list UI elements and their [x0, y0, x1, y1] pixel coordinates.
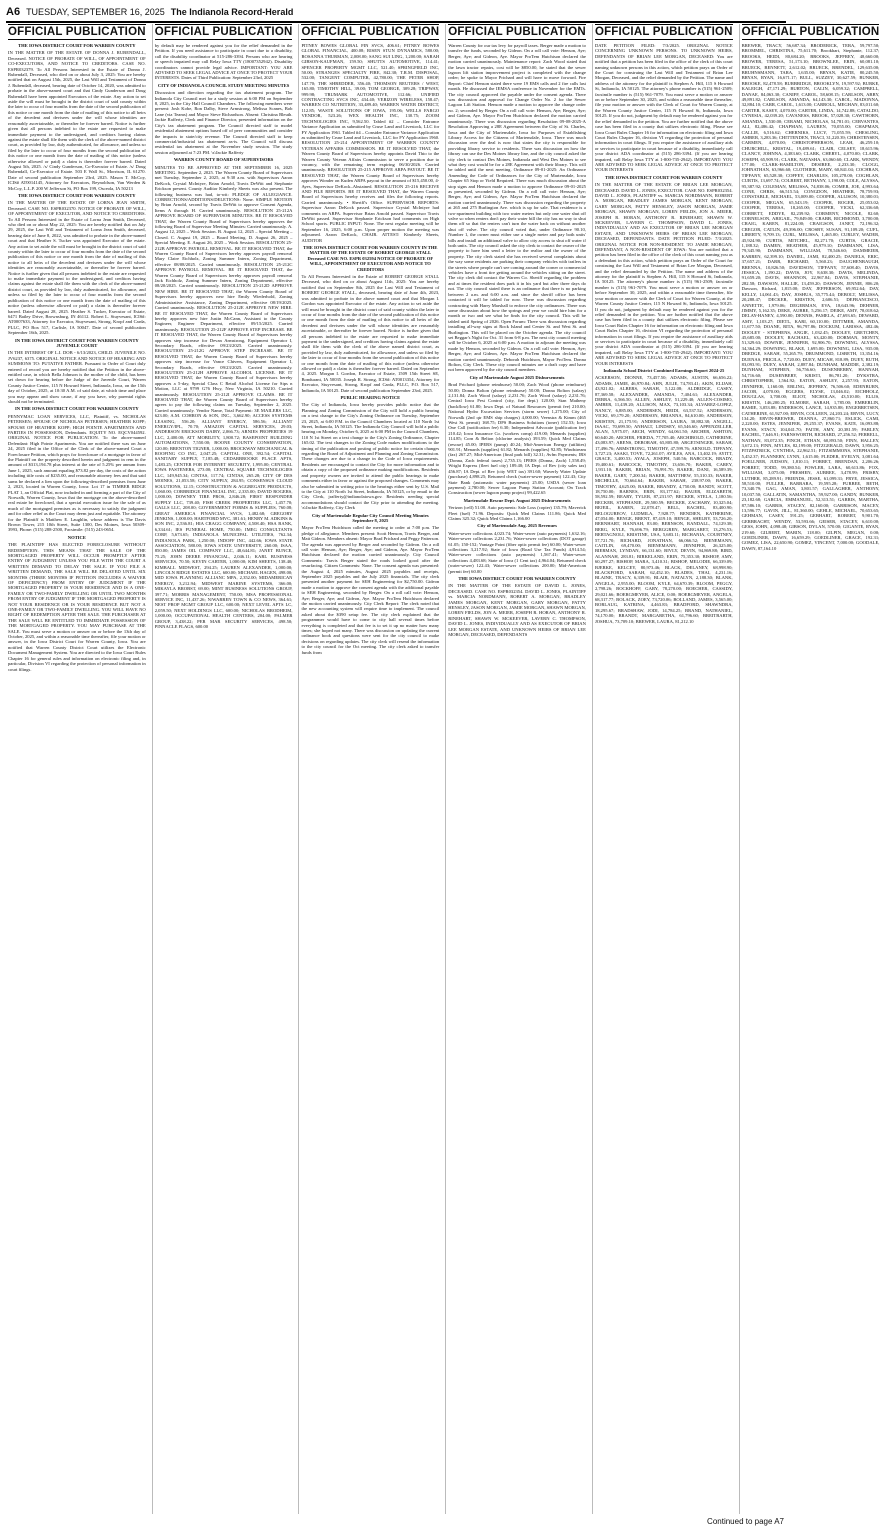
header-rule [6, 21, 786, 23]
notice-text: Brad Prichard (phone reimburse) 50.00; Zach Wood (phone reimburse) 50.00; Donna Bolton (phone reimburse) 50.00; Donna Bolton (salary) 2,131.84; Zach Wood (salary) 2,231.76; Zach Wood (salary) 2,231.76; Central Iowa Pest Control (city, fire dept.) 120.00; Stan Matheny (backflow) 61.80; Iowa Dept. of Natural Resources (permit fee) 210.00; National Hydro Excavation Services (storm sewer) 1,275.00; City of Norwalk (2nd qtr EMS ship charges) 4,000.00; Veenstra & Kimm (465 West St. permit) 168.75; DPS Business Solutions (toner) 152.53; Iowa One Call (notification fee) 6.30; Independent Advocate (publication fee) 210.42; Iowa Insurance Co. (workers comp) 419.00; Menards (supplies) 114.85; Corn & Belton (chlorine analysis) 393.59; Quick Med Claims (rescue) 45.00; IPERS (pump) 40.24; Mid-American Energy (utilities) 901.91; Menards (supplies) 61.82; Menards (supplies) 92.85; Windstream (fax) 267.27; Mid-American (final park bill) 32.31; Avfm Payments; IRS (Donna, Zach federal taxes) 2,735.13; IPERS (Donna, Zach) 1,558.49; Wright Express (fleet fuel city) 189.40; IA Dept. of Rev (city sales tax) 456.87; IA Dept. of Rev (city WET tax) 391.60; Waverly Water Update (purchase) 4,898.25; Returned check (water-sewer payment) 122.43; City State Bank (automatic water payments) 25.00; USDA (sewer loan payment) 2,780.00; Sewer Lagoon Pump Station Account; On Track Construction (sewer lagoon pump project) 99,422.65 [448, 382, 586, 496]
column-body [595, 43, 733, 624]
column-body [8, 43, 146, 672]
notice-title: PUBLIC HEARING NOTICE [340, 395, 401, 400]
notice-text: THE PLAINTIFF HAS ELECTED FORECLOSURE WITHOUT REDEMPTION. THIS MEANS THAT THE SALE OF THE MORTGAGED PROPERTY WILL OCCUR PROMPTLY AFTER ENTRY OF JUDGMENT UNLESS YOU FILE WITH THE COURT A WRITTEN DEMAND TO DELAY THE SALE. IF YOU FILE A WRITTEN DEMAND, THE SALE WILL BE DELAYED UNTIL SIX MONTHS (THREE MONTHS IF PETITION INCLUDES A WAIVER OF DEFICIENCY) FROM ENTRY OF JUDGMENT IF THE MORTGAGED PROPERTY IS YOUR RESIDENCE AND IS A ONE-FAMILY OR TWO-FAMILY DWELLING OR UNTIL TWO MONTHS FROM ENTRY OF JUDGMENT IF THE MORTGAGED PROPERTY IS NOT YOUR RESIDENCE OR IS YOUR RESIDENCE BUT NOT A ONE-FAMILY OR TWO-FAMILY DWELLING. YOU WILL HAVE NO RIGHT OF REDEMPTION AFTER THE SALE. THE PURCHASER AT THE SALE WILL BE ENTITLED TO IMMEDIATE POSSESSION OF THE MORTGAGED PROPERTY. YOU MAY PURCHASE AT THE SALE. You must serve a motion or answer on or before the 13th day of October, 2025, and within a reasonable time thereafter, file your motion or answer, in the Iowa District Court for Warren County, Iowa. You are notified that Warren County District Court utilizes the Electronic Document Management System. You are directed to the Iowa Court Rules Chapter 16 for general rules and information on electronic filing and, in particular, Division VI regarding the protection of personal information in court filings. [8, 542, 146, 672]
column-body [155, 43, 293, 629]
notice-text: To All Persons Interested in the Estate of ROBERT GEORGE STALL Deceased, who died on or about August 11th, 2025: You are hereby notified that on September 8th, 2025 the Last Will and Testament of ROBERT GEORGE STALL, deceased, bearing date of June 4th, 2023, was admitted to probate in the above named court and that Morgan I. Gordon was appointed Executor of the estate. Any action to set aside the will must be brought in the district court of said county within the later to occur of four months from the date of the second publication of this notice or one month from the date of mailing of this notice to all heirs of the decedent and devisees under the will whose identities are reasonably ascertainable, or thereafter be forever barred. Notice is further given that all persons indebted to the estate are requested to make immediate payment to the undersigned, and creditors having claims against the estate shall file them with the clerk of the above named district court, as provided by law, duly authenticated, for allowance, and unless so filed by the later to occur of four months from the second publication of this notice or one month from the date of mailing of this notice (unless otherwise allowed or paid) a claim is thereafter forever barred. Dated on September 4, 2025. Morgan I. Gordon, Executor of Estate, 1509 15th Street SE, Bondurant, IA 50035. Joseph R. Strong, ICIS#: AT0013354, Attorney for Executor, Stuyvesant, Strong, Kropf and Carda, PLLC, P.O. Box 517, Indianola, IA 50125. Date of second publication September 23rd, 2025. [301, 274, 440, 393]
paper-name: The Indianola Record-Herald [170, 7, 294, 17]
column-2 [152, 24, 295, 1514]
notice-title: CITY OF INDIANOLA COUNCIL STUDY MEETING MINUTES [157, 82, 290, 88]
notice-text: DATE PETITION FILED: 7/3/2025. ORIGINAL NOTICE CONCERNING UNKNOWN PERSONS. TO UNKNOWN HEIRS, DEFENDANTS OF BRIAN LEE MORGAN, DECEASED: You are notified that a petition has been filed in the office of the clerk of this court naming unknown persons in this action, which petition prays an Order of the Court for construing the Last Will and Testament of Brian Lee Morgan, Deceased, and the relief demanded by the Petition. The name and address of the attorney for the plaintiff is Stephen A. Hill, 115 S Howard St, Indianola, IA 50125. The attorney's phone number is (515) 961-2509; facsimile number is (515) 961-7079. You must serve a motion or answer on or before September 30, 2025, and within a reasonable time thereafter, file your motion or answer with the Clerk of Court for Warren County, at the Warren County Justice Center, 115 N Howard St, Indianola, Iowa 50125. If you do not, judgment by default may be rendered against you for the relief demanded in the petition. You are further notified that the above case has been filed in a county that utilizes electronic filing. Please see Iowa Court Rules Chapter 16 for information on electronic filing and Iowa Court Rules Chapter 16, division VI regarding the protection of personal information in court filings. If you require the assistance of auxiliary aids or services to participate in court because of a disability, immediately call your district ADA coordinator at (515) 286-3394. (If you are hearing impaired, call Relay Iowa TTY at 1-800-735-2942). IMPORTANT: YOU ARE ADVISED TO SEEK LEGAL ADVICE AT ONCE TO PROTECT YOUR INTERESTS [594, 43, 733, 173]
notice-title: THE IOWA DISTRICT COURT FOR WARREN COUNTY [605, 174, 723, 180]
notice-text: IN THE MATTER OF THE ESTATE OF LORNA JEAN SMITH, Deceased. CASE NO. ESPR032370. NOTICE OF PROBATE OF WILL, OF APPOINTMENT OF EXECUTOR, AND NOTICE TO CREDITORS. To All Persons Interested in the Estate of Lorna Jean Smith, Deceased, who died on or about May 22, 2025: You are hereby notified that on July 29, 2025, the Last Will and Testament of Lorna Jean Smith, deceased, bearing date of June 8, 2022, was admitted to probate in the above-named court and that Heather S. Tucker was appointed Executor of the estate. Any action to set aside the will must be brought in the district court of said county within the later to occur of four months from the date of the second publication of this notice or one month from the date of mailing of this notice to all heirs of the decedent and devisees under the will whose identities are reasonably ascertainable, or thereafter be forever barred. Notice is further given that all persons indebted to the estate are requested to make immediate payment to the undersigned, and creditors having claims against the estate shall file them with the clerk of the above-named district court, as provided by law, duly authenticated, for allowance, and unless so filed by the later to occur of four months from the second publication of this notice or one month from the date of mailing of this notice (unless otherwise allowed or paid) a claim is thereafter forever barred. Dated August 28, 2025. Heather S. Tucker, Executor of Estate, 6471 Bailey Drive, Brownsburg, IN 46112. Robert L. Stuyvesant, ICIS#: AT0007633, Attorney for Executor, Stuyvesant, Strong, Kropf and Carda, PLLC, PO Box 517, Carlisle, IA 50047. Date of second publication September 16th, 2025. [8, 200, 146, 336]
column-body [742, 43, 880, 551]
notice-title: THE IOWA DISTRICT COURT FOR WARREN COUNTY [458, 576, 576, 581]
page-header [0, 0, 792, 21]
column-4 [445, 24, 588, 1514]
column-5 [592, 24, 735, 1514]
notice-text: IN THE MATTER OF THE ESTATE OF DAVID L. JONES, DECEASED. CASE NO. ESPR032354. DAVID L. JONES, PLAINTIFF vs. MARCIA NORDMANN, ROBERT A. MORGAN, BRADLEY JAMES MORGAN, KENT MORGAN, GARY MORGAN, PATTY HENSLEY, JASON MORGAN, JAMIE MORGAN, SHAWN MORGAN, LOREN FIELDS, JON A. MEIER, JOSEPH R. HORAN, ANTHONY R. RINEHART, SHAWN W. MCKEEVER, LAVERN C. THOMPSON, DAVID L. JONES, INDIVIDUALLY AND AS EXECUTOR OF BRIAN LEE MORGAN ESTATE, AND UNKNOWN HEIRS OF BRIAN LEE MORGAN, DECEASED, DEFENDANTS [448, 583, 586, 638]
notice-text: IN THE MATTER OF THE ESTATE OF BRIAN LEE MORGAN, DECEASED. DAVID L. JONES, EXECUTOR. CASE NO. ESPR032354. DAVID L. JONES, PLAINTIFF vs. MARCIA NORDMANN, ROBERT A. MORGAN, BRADLEY JAMES MORGAN, KENT MORGAN, GARY MORGAN, PATTY HENSLEY, JASON MORGAN, JAMIE MORGAN, SHAWN MORGAN, LOREN FIELDS, JON A. MEIER, JOSEPH R. HORAN, ANTHONY R. RINEHART, SHAWN W. MCKEEVER, LAVERN C. THOMPSON, DAVID L. JONES, INDIVIDUALLY AND AS EXECUTOR OF BRIAN LEE MORGAN ESTATE, AND UNKNOWN HEIRS OF BRIAN LEE MORGAN, DECEASED, DEFENDANTS. DATE PETITION FILED: 7/3/2025. ORIGINAL NOTICE FOR NON-RESIDENT. TO JAMIE MORGAN, DEFENDANT, A NON-RESIDENT OF IOWA: You are notified that a petition has been filed in the office of the clerk of this court naming you as a defendant in this action, which petition prays an Order of the Court for construing the Last Will and Testament of Brian Lee Morgan, Deceased, and the relief demanded by the Petition. The name and address of the attorney for the plaintiff is Stephen A. Hill, 115 S Howard St, Indianola, IA 50125. The attorney's phone number is (515) 961-2509; facsimile number is (515) 961-7079. You must serve a motion or answer on or before September 30, 2025, and within a reasonable time thereafter, file your motion or answer with the Clerk of Court for Warren County, at the Warren County Justice Center, 115 N Howard St, Indianola, Iowa 50125. If you do not, judgment by default may be rendered against you for the relief demanded in the petition. You are further notified that the above case has been filed in a county that utilizes electronic filing. Please see Iowa Court Rules Chapter 16 for information on electronic filing and Iowa Court Rules Chapter 16, division VI regarding the protection of personal information in court filings. If you require the assistance of auxiliary aids or services to participate in court because of a disability, immediately call your district ADA coordinator at (515) 286-3394. (If you are hearing impaired, call Relay Iowa TTY at 1-800-735-2942). IMPORTANT: YOU ARE ADVISED TO SEEK LEGAL ADVICE AT ONCE TO PROTECT YOUR INTERESTS [594, 182, 733, 366]
column-3 [298, 24, 441, 1514]
notice-text: Mayor ProTem Hutchison called the meeting to order at 7:00 p.m. The pledge of allegiance. Members present: Scott Henson, Travis Berger, and Matt Gideon. Members absent: Mayor Brad Prichard and Peggy Patterson. The agenda was approved by Berger and seconded by Gideon. On a roll call vote: Henson, Aye; Berger, Aye; and Gideon, Aye. Mayor ProTem Hutchison declared the motion carried unanimously. City Council Comments: Travis Berger stated the roads looked good after the resurfacing. Citizen Comments: None. The consent agenda was presented: the August 4, 2025 minutes, August 2025 payables and receipts, September 2025 payables and the July 2025 financials. The city clerk presented another payment for SEH Engineering for $2,750.00. Gideon made a motion to approve the consent agenda with the additional payable to SEH Engineering, seconded by Berger. On a roll call vote: Henson, Aye; Berger, Aye; and Gideon, Aye. Mayor ProTem Hutchison declared the motion carried unanimously. City Clerk Report: The clerk noted that the new accounting system will require time to implement. The council asked about the $390 setup fee. The city clerk explained that the programmer would have to come to city hall several times before everything is completed and that fee is to set it up no matter how many times; she hoped not many. There was discussion on updating the current ordinance book and questions were sent for the city council to make decisions on regarding updates. The city clerk will resend the information to the city council for the Oct meeting. The city clerk asked to transfer funds from [301, 525, 440, 655]
notice-title: City of Martensdale Regular City Council Meeting Minutes September 8, 2025 [312, 512, 429, 523]
notice-text: PITNEY BOWES GLOBAL FIN SVCS, 406.61; PITNEY BOWES GLOBAL FINANCIAL, 400.08; RISEN STUN DYNAMICS, 580.00; ROSANNA THURMAN, 2,008.00; SANG SUI LING, 1,200.00; SARAH GIBSON-KAUFMAN, 159.50; SHUTTS AUTOMOTIVE, 114.41; SPENCER PROPERTY MGMT LLC, 521.40; SPRINGFIELD INC, 50.00; STRANGES SPECIALTY FIRE, 842.30; T.R.M. DISPOSAL, 532.00; TANGENT COMPUTER, 42,780.00; THE PETER SHOP, 147.70; THE SHREDDER, 356.40; THOMSON REUTERS / WEST, 165.80; TIMOTHY HILL, 39.00; TOM GEORGE, 309.28; TRIPWAY, 999.98; TRUMARK AUTOMOTIVE, 112.66; UNIFIED CONTRACTING SVCS INC, 434.40; VERIZON WIRELESS, 158.47; WARREN CO NUTRITION, 33,489.40; WARREN WATER DISTRICT, 112.85; WASTE SOLUTIONS OF IOWA, 195.06; WELLS FARGO VENDOR, 523.26; WEX HEALTH INC, 130.75; ZOOM TECHNOLOGIES INC, 9,562.50. Tabled #2 – Consider Entrance Variance Application as submitted by Cruse Land and Livestock, LLC for FY Application 1961. Tabled #4 – Consider Entrance Variance Application as submitted by Cruse Land and Livestock, LLC for FY Application 1960. RESOLUTION 25-214 APPOINTMENT OF WARREN COUNTY VETERAN AFFAIRS COMMISSION. BE IT RESOLVED THAT, the Warren County Board of Supervisors hereby appoints David Thio to the Warren County Veteran Affairs Commission to serve a position due to vacancy, with the remaining term expiring 06/30/2026. Carried unanimously. RESOLUTION 25-215 APPROVE ARPA PAYOUT. BE IT RESOLVED THAT, the Warren County Board of Supervisors hereby approves Wonder on Kuden ARPA payout in the amount of $15,450.00, 4-Ayes, Supervisor DeKock–Abstained. RESOLUTION 25-216 RECEIVE AND FILE REPORTS. BE IT RESOLVED THAT, the Warren County Board of Supervisors hereby receives and files the following reports. Carried unanimously. • Sheriff's Office. SUPERVISOR REPORTS: Supervisor Aaron DeKock passed. Supervisor Crystal McIntyre had comments on ARPA. Supervisor Brian Arnold passed. Supervisor Travis DeWitt passed. Supervisor Stephanie Erickson had comments on High School sports. PUBLIC INPUT: None. The next regular meeting will be September 16, 2025, 6:00 p.m. Upon proper motion the meeting was adjourned. Aaron DeKock, CHAIR. ATTEST: Kimberly Sheets, AUDITOR [301, 43, 440, 243]
column-1 [6, 24, 148, 1514]
notice-title: THE IOWA DISTRICT COURT FOR WARREN COUNTY IN THE MATTER OF THE ESTATE OF ROBERT GEORGE STALL Deceased CASE NO. ESPR 032594 NOTICE OF PROBATE OF WILL, APPOINTMENT OF EXECUTOR AND NOTICE TO CREDITORS [303, 245, 438, 272]
notice-text: Verizon (cell) 51.00. Auto payments: Sale Loss (copier) 135.79; Maverick Fleet (fuel) 71.96. Deposits: Quick Med Claims 111.86; Quick Med Claims 325.32; Quick Med Claims 1,166.00 [448, 505, 586, 521]
notice-text: The City of Indianola, Iowa hereby provides public notice that the Planning and Zoning Commission of the City will hold a public hearing on a text change to the City's Zoning Ordinance on Tuesday, September 23, 2025, at 6:00 P.M. in the Council Chambers located at 110 North 1st Street, Indianola, IA 50125. The Indianola City Council will hold a public hearing on Monday, October 6, 2025 at 6:00 PM in the Council Chambers, 110 N 1st Street on a text change to the City's Zoning Ordinance, Chapter 165.02. The text changes to the Zoning Code makes modifications to the timing of the publication and posting of public notice for certain changes regarding the Board of Adjustment and Planning and Zoning Commission. These changes are due to a change in the Code of Iowa requirements. Residents are encouraged to contact the City for more information and to obtain a copy of the proposed ordinance making modifications. Residents and property owners are invited to attend the public hearings to make comments either in favor or against the proposed changes. Comments may also be submitted in writing prior to the hearings either sent by U.S. Mail to the City at 110 North 1st Street, Indianola, IA 50125, or by email to the City Clerk, jrafferty@indianolaiowa.gov. Residents needing special accommodations should contact the City prior to attending the meeting. \s\Jackie Rafferty, City Clerk [301, 402, 440, 511]
section-banner: OFFICIAL PUBLICATION [8, 26, 146, 38]
notice-text: Warren County for our tax levy for payroll taxes. Berger made a motion to transfer the funds, seconded by Gideon. On a roll call vote: Henson, Aye; Berger, Aye; and Gideon, Aye. Mayor ProTem Hutchison declared the motion carried unanimously. Maintenance report: Zach Wood stated that the lawn tractor repairs, cost will be $850.00, he stated that the sewer lagoon lift station improvement project is completed with the change order; he spoke to Mayor Prichard and will have to move forward. Fire Report: Chief Henson stated there were 19 EMS calls and 2 fire calls last month. He discussed the IEMSA conference in November for the EMTs. The city council approved the payable under the consent agenda. There was discussion and approval for Change Order No. 2 for the Sewer Lagoon Lift Station. Henson made a motion to approve the change order no. 2; seconded by Berger. On a roll call vote: Henson, Aye; Berger, Aye; and Gideon, Aye. Mayor ProTem Hutchison declared the motion carried unanimously. There was discussion regarding Resolution 09-08-2025-A Resolution Approving a 28E Agreement between the City of St. Charles, Iowa and the City of Martensdale, Iowa for Purposes of Establishing Library Access for the Citizens of Martensdale, Iowa. There was much discussion over the deal is now that states the city is responsible for providing library service to residents. There was discussion on how the library can use the Des Moines library line, and the city council asked the city clerk to contact Des Moines, Indianola and West Des Moines to see what they cost would be for a 28E Agreement with their library. This will be tabled until the next meeting. Ordinance 09-01-2025: An Ordinance Amending the Code of Ordinances for the City of Martensdale, Iowa Chapter 65 Stop or Yield Required. There was much discussion about the stop signs and Henson made a motion to approve Ordinance 09-01-2025 as presented, seconded by Gideon. On a roll call vote: Henson, Aye; Berger, Aye; and Gideon, Aye. Mayor ProTem Hutchison declared the motion carried unanimously. There was discussion regarding the property at 265 and 275 Burlington Ave. which is up for sale. That residence is a two-apartment building with two water meters but only one water shut off valve so when renters don't pay their water bill the city has no way to shut them off so that the renters can't turn the water back on without another shut off valve. The city council voted that, under Ordinance 90.10, Number 1, the owner must either use a single meter and pay both units' bills and install an additional valve to allow city access to shut off water if both units. The city council asked the city clerk to contact the owner of the property to have him send a letter to the realtor and the owner of the property. The city clerk stated she has received several complaints about the way some residents are parking their company vehicles with trailers in the streets where people can't see coming around the corner or commercial vehicles have a front tire getting around the vehicles sitting on the street. The city clerk did contact the Warren Co. Sheriff regarding the problem and at times the resident does park it in his yard but after three days do not. The city council stated there is an ordinance that there is no parking between 2 a.m. and 6:00 a.m. and since the sheriff office has been contacted it will be tabled for now. There was discussion regarding contracting with Harry Marshall to enforce the city ordinances. There was some discussion about how the springs and year we could hire him for a month or two and see what he finds for the city council. This will be tabled until Spring of 2026. Open Forum: There was discussion regarding installing all-way signs at Rock Island and Center St. and West St. and Burlington. This will be placed on the October agenda. The city council set Beggar's Night for Oct. 31 from 6-8 p.m. The next city council meeting will be October 6, 2025 at 6:00 p.m. A motion to adjourn the meeting was made by Henson, seconded by Gideon. On a roll call vote: Henson, Aye; Berger, Aye; and Gideon, Aye. Mayor ProTem Hutchison declared the motion carried unanimously. Deborah Hutchison, Mayor ProTem. Donna Bolton, City Clerk. These city council minutes are a draft copy and have not been approved by the city council members. [448, 43, 586, 373]
column-6 [739, 24, 881, 1514]
notice-title: THE IOWA DISTRICT COURT FOR WARREN COUNTY [18, 43, 136, 48]
page-number: A6 [6, 6, 21, 18]
notice-text: Water-sewer collections 4,023.74; Water-sewer (auto payments) 1,632.16; Water-sewer collections 2,231.76; Water-sewer collections (DOT garage) 61.05; 150-152; Vantage Point (fiber optic permit fee) 60.00; Water-sewer collections 3,217.92; State of Iowa (Road Use Tax Funds) 4,914.54; Water-sewer collections (auto payments) 1,567.41; Water-sewer collections 4,483.68; State of Iowa (1 Cent tax) 4,964.04; Returned check (water-sewer) 122.43; Water-sewer collections 200.00; Mid-American (permit fee) 60.00 [448, 530, 586, 574]
notice-title: WARREN COUNTY BOARD OF SUPERVISORS [173, 157, 274, 163]
notice-text: IN THE INTEREST OF L.I. DOB - 6/13/2023, CHILD. JUVENILE NO. JV6237, 6375. ORIGINAL NOTICE AND NOTICE OF HEARING AND SUMMONS TO: PUTATIVE FATHER. Pursuant to Order of Court duly entered of record you are hereby notified that the Petition in the above-entitled case, in which Bella Johnson is the mother of the child, has been set down for hearing before the Judge of the Juvenile Court, Warren County Justice Center, 115 N Howard Street, Indianola, Iowa, on the 15th day of October, 2025, at 10:30 A.M. of said date, at which time and place you may appear and show cause, if any you have, why parental rights should not be terminated. [8, 350, 146, 404]
notice-text: BREWER, TRACY, 56,687.34; BRODERICK, TERA, 59,797.50; BROMMEL, CHRISTINA, 75,611.70; Brookhart, Stephanie, 112.37; BROOKS, HEIDI, 80,684.20; BROOKS, JEFFREY, 48,660.00; BROWER, TERESA, 51,173.10; BROWNLEE, ERIN, 60,081.10; BRUECK, BENNETT, 2,612.02; BRUECK, BRENDEL, 129,635.00; BRUHNSMANN, TARA, 1,635.00; BRYAN, KATIE, 80,245.50; BRYAN, RYAN, 16,671.17; BULL, SUZZEY, 30,627.59; BUNKER, BROOKE, 82,478.58; BURBRIDGE, BROOKLYN, 19,597.92; BURKE, KALEIGH, 47,171.29; BURTON, CALIN, 6,059.32; CAMPBELL, DANAE, 84,063.30; CANIFF, CAROL, 58,608.15; CARLSON, ABBY, 49,891.82; CARLSON, AMANDA, 64,143.30; CAROL, MADONNA, 32,884.10; CARR, CAROL, 1,613.00; CARROLL, MEGHAN, 83,011.60; CARTER, KASEY, 4,070.00; CARTER, LINDA, 14,742.88; CATALDO, CYNESIA, 42,039.20; CAVANESS, BROOK, 57,028.30; CAWTHORN, AMANDA, 1,530.00; CERAMI, NICHOLAS, 54,781.01; CERVANTES, ALI, 82,486.42; CHAPMAN, LAUREN, 70,055.00; CHAPMAN, CALLIE, 6,516.62; CHERNIKS, LUCY, 71,055.59; CHESLING, AMBER, 3,283.36; CHITTENDEN, TRACI, 31,220.39; CHRISTENSEN, CARMEN, 4,070.00; CHRISTOPHERSON, LEAH, 46,259.10; CHURCHILL, KRISTAL, 19,489.61; CLAIR, CELSEY, 18,615.96; CLANCY, JOHNNA, 4,383.60; CLARK, CHERYL, 4,070.00; CLARK, JOSEPH, 65,909.91; CLARK, NATASHA, 63,060.60; CLARK, WENDY, 177.00; CLARK-HAMILTON, DESIREE, 2,233.30; CLOGG, JOHNATHAN, 63,966.60; CLOTHIER, MARY, 60,841.04; COCHRAN, TIFFANY, 65,528.30; COFFEY, CHARLES, 105,278.00; COGHLAN, CURTIS, 13,697.74; COLBERT, BETHANY, 1,190.00; COLE, ALYSSA, 95,387.92; COLEMAN, MELISSA, 74,838.06; COMER, JOE, 4,993.64; CONE, CHRIS, 66,515.54; CONGDON, HEATHER, 78,759.93; CONSTABLE, MICHAEL, 53,009.00; COOPER, ALLISON, 10,380.01; COOPER, MEGAN, 65,543.19; COOPER, ROGER, 25,053.02; COOPER, TERESA, 18,265.00; COOPER, VICKI, 62,336.60; CORBETT, EDDYE, 82,239.92; CORMENY, NICOLE, 82.60; CORNELSON, ABIGAIL, 79,849.00; CRABB, RICHMOND, 3,700.00; CRAIG, KAREN, 81,224.00; CRAIGSON, JANET, 72,196.32; CREGOR, CATLIN, 49,396.00; CROSBY, SUSAN, 91,109.20; CUFL, LIBERTY, 9,709.13; CURL, MELISSA, 1,465.00; CURLEY, WADER, 45,924.90; CURTIS, MITCHEL, 82,271.70; CURTIS, GRACIE, 1,188.32; DAMEN, HEATHER, 45,979.10; DAMMANN, LISA, 79,345.90; DAMMANN, WILLIAM, 78,546.60; DAMMEIER, KARREN, 62,399.10; DANIEL, JAMI, 82,400.25; DANIELS, ERIC, 37,657.21; DARR, RICHARD, 5,560.23; DAUGHENBAUGH, BRENNA, 10,826.50; DAVIDSON, TIFFANY, 57,608.40; DAVIS, JESSICA, 1,190.22; DAVIS, JOY, 8,638.30; DAVIS, MELINDA, 91,659.20; DAVIS, SHANNON, 22,967.84; DAVIS, STEPHANIE, 282.58; DAWSON, HALLIE, 13,459.20; DAWSON, JENNIE, 806.20; Dawson, Richard, 1,815.00; DAY, JEFFERSON, 69,952.64; DAY, KELLY, 14,061.43; DAY, JOSHUA, 35,775.44; DEBOLT, MELISSA, 20,288.47; DECKER, KRISTEN, 2,606.51; DEFRANCISCO, ANNETTE, 1,979.06; DEGERMAN, EVA, 18,643.96; DEHNER, JIMMY, 5,162.35; DEKE, AUBRE, 5,256.17; DEIKE, AMY, 78,018.62; DELAY-HANEY, 4,590.00; DENNIS, PAMELA, 47,693.65; DEWARD, AMY, 1,103.27; DIETL, KARI, 60,110.00; DITTMER, AMANDA, 11,677.50; DOANE, RITA, 96,797.86; DOCKUM, LARISSA, 482.46; DOOLEY - STEPHENS, ANGIE, 1,032.45; DOOLEY, GRETCHEN, 45,685.00; DOOLEY, RACHAEL, 63,420.00; DORMAN, MONTY, 51,329.63; DOWNIE, JENNIFER, 92,906.70; DOWNING, ALYSSA, 34,364.29; DOWNING, BLAKE, 1,695.00; DOWNING, LISA, 935.00; DREDGE, SARAH, 55,265.79; DRUMMOND, LISBETH, 13,354.16; DUENAS, PRICILA, 7,720.00; DUEY, MICAH, 818.89; DUEY, RUTH, 83,093.91; DUEY, SARAH, 2,887.84; DUNHAM, MADDIE, 2,382.19; DUNHAM, STEPHEN, 56,756.60; DUSENBERRY, HANNAH, 54,716.60; DUSENBERY, KRISTI, 86,781.20; DYKSTRA, CHRISTOPHER, 1,564.92; EATON, ASHLEY, 2,257.93; EATON, JENNIFER, 1,160.00; EBLING, JEFFREY, 76,506.60; EDENBURN, JACOB, 4,070.00; EGGERS, ELYSE, 13,046.02; EICHHOLZ, DOUGLAS, 3,700.00; ELIOT, NICHOLAS, 43,510.00; ELLIS, KRISTIN, 146,200.25; ELMORE, SARAH, 1,785.00; EMBERLIN, RAMIE, 3,053.88; ENDERSON, LANCE, 14,935.88; ENGEBRETSEN, CATHERINE, 61,927.00; ERVIN, COLLEEN, 24,203.24; ERVIN, LUCY, 134.20; ERVIN-BREWER, DIANNA, 27,860.71; ESLICK, CAMI, 2,220.00; ESTES, JENNIFER, 29,255.37; EVANS, KATE, 16,093.88; EVANS, STACY, 104,041.70; FAITH, AMY, 20,381.59; FARLEY, RACHEL, 7,646.91; FARNSWORTH, RICHARD, 27,256.52; FERRELL, NATHAN, 83,072.35; FINCH, ETHAN, 60,893.50; FINN, HALLEY, 3,672.13; FINN, MYLES, 82,199.00; FITZGERALD, DAWN, 3,956.25; FITZPATRICK, CYNTHIA, 22,962.51; FITZSIMMONS, STEPHANIE, 5,452.37; FLANNERY, LYNN, 1,615.00; FLEDER, EVELYN, 3,081.64; FOELLNER, JUDSON, 1,810.11; FORRET, BRENDAN, 2,206.26; FORRET, TODD, 99,380.54; FOWLER, LARA, 60,613.86; FOX, WILLIAM, 3,075.00; FRESHEN, AUBREE, 3,478.99; FRISBY, LUTHER, 85,289.91; FRIENDS, JESSE, 61,099.31; FRYE, JESSICA, 58,510.00; FULLER, BARBARA, 19,595.28; FURBEE, BETH, 73,340.79; GAG, AMAN, 3,801.57; GALLAGHER, ANTHONY, 10,037.50; GALLATIN, SAMANTHA, 59,927.00; GANDY, BUNKER, 23,182.68; GARCIA, EMMANUEL, 52,313.51; GARRIS, MARTHA, 87,586.10; GARRIS, STACEY, 82,160.00; GARRISON, MACEY, 13,596.77; GAVIN, JILL, 81,360.00; GEHLE, MICHAEL, 70,653.65; GEHMAN, CASEY, 591.25; GEBHART, ROBERT, 9,901.70; GERBRACHT, WENDY, 53,593.66; GEISER, STACEY, 6,610.00; GESS, JOHN, 4,098.48; GIBSON, DYLAN, 570.00; GIGANTE, RYAN, 219.60; GILBERT, MARIN, 118.00; GILPIN, MEGAN, 0.00; GOEDLINER, DAWN, 16,659.29; GOEDLINER, GRACE, 192.31; GOMEZ, LISA, 22,650.90; GOMEZ, VINCENT, 7,000.00; GOODALE, DAWN, 87,164.10 [741, 43, 880, 551]
section-banner: OFFICIAL PUBLICATION [741, 26, 880, 38]
columns-container [6, 24, 880, 1514]
notice-title: THE IOWA DISTRICT COURT FOR WARREN COUNTY [18, 192, 136, 198]
column-body [301, 43, 439, 655]
notice-text: MINUTES TO BE APPROVED AT THE SEPTEMBER 16, 2025 MEETING. September 2, 2025. The Warren County Board of Supervisors met Tuesday, September 2, 2025, at 9:30 a.m. with Supervisors Aaron DeKock, Crystal McIntyre, Brian Arnold, Travis DeWitt and Stephanie Erickson present. County Auditor Kimberly Sheets was also present. The following business was had, to-wit: PLEDGE OF ALLEGIANCE. CORRECTIONS/ADDITIONS/DELETIONS: None. SIMPLE MOTION by Brian Arnold, second by Travis DeWitt to approve Consent Agenda, Items A through H. Carried unanimously. RESOLUTION 25-212A APPROVE BOARD OF SUPERVISOR MINUTES. BE IT RESOLVED THAT, the Warren County Board of Supervisors hereby approves the following Board of Supervisor Meeting Minutes: Carried unanimously. A. August 12, 2025 – Work Session. B. August 12, 2025 – Special Meeting – Closed. C. August 19, 2025 – Board Meeting. D. August 26, 2025 – Special Meeting. E. August 26, 2025 – Work Session. RESOLUTION 25-212B APPROVE PAYROLL REMOVAL. BE IT RESOLVED THAT, the Warren County Board of Supervisors hereby approves payroll removal Mary Claire Eichholz, Zoning Summer Intern, Zoning Department, effective 08/08/2025. Carried unanimously. RESOLUTION 25-212C APPROVE PAYROLL REMOVAL. BE IT RESOLVED THAT, the Warren County Board of Supervisors hereby approves payroll removal Jack Eichholz, Zoning Summer Intern, Zoning Department, effective 08/20/2025. Carried unanimously. RESOLUTION 25-212D APPROVE NEW HIRE. BE IT RESOLVED THAT, the Warren County Board of Supervisors hereby approves new hire Emily Wiederhold, Zoning Administrative Assistance, Zoning Department, effective 08/19/2025. Carried unanimously. RESOLUTION 25-212E APPROVE NEW HIRE. BE IT RESOLVED THAT, the Warren County Board of Supervisors hereby approves new hire Justin McCann, Assistant to the County Engineer, Engineer Department, effective 09/15/2025. Carried unanimously. RESOLUTION 25-212F APPROVE STEP INCREASE. BE IT RESOLVED THAT, the Warren County Board of Supervisors hereby approves step increase for Devan Armstrong, Equipment Operator I, Secondary Roads, effective 09/23/2025. Carried unanimously. RESOLUTION 25-212G APPROVE STEP INCREASE. BE IT RESOLVED THAT, the Warren County Board of Supervisors hereby approves step increase for Vance Chivers, Equipment Operator I, Secondary Roads, effective 09/23/2025. Carried unanimously. RESOLUTION 25-212H APPROVE ALCOHOL LICENSE. BE IT RESOLVED THAT, the Warren County Board of Supervisors hereby approves a 5-day, Special Class C Retail Alcohol License for Sips n Motion, LLC at 9799 G76 Hwy, New Virginia, IA 50210. Carried unanimously. RESOLUTION 25-212I APPROVE CLAIMS. BE IT RESOLVED THAT, the Warren County Board of Supervisors hereby agrees to pay the following claims on Tuesday, September 2, 2025. Carried unanimously. Vendor Name, Total Payment: 3E MAILERS LLC, 623.00; A.M. COHRON & SON, INC., 3,662.90; ACCESS SYSTEMS LEASING, 556.20; ALLIANT ENERGY, 586.56; ALLIANT ENERGY/IPL, 70.70; AMAZON CAPITAL SERVICES, 29.03; ANDERSON ERICKSON DAIRY, 2,066.73; ARNIES PROPERTIES 19 LLC, 2,400.00; ATT MOBILITY, 1,800.72; BASEPOINT BUILDING AUTOMATIONS, 7,550.00; BOONE COUNTY CONSERVATION, 120.00; BRENTON TIGNER, 1,000.00; BROCKWAY MECHANICAL & ROOFING CO INC, 2,047.25; CAPITAL ONE, 392.54; CAPITAL SANITARY SUPPLY, 7,185.48; CEDARBROOKE PLACE APTS, 1,483.25; CENTER FOR INTERNET SECURITY, 1,995.00; CENTRAL IOWA FASTENERS, 273.00; CENTRAL SQUARE TECHNOLOGIES LLC, 149,945.34; CINTAS, 117.74; CINTAS, 265.28; CITY OF DES MOINES, 21,053.58; CITY SUPPLY, 284.95; CONSENSUS CLOUD SOLUTIONS, 12.15; CONSTRUCTION & AGGREGATE PRODUCTS, 1,060.00; CORBRIDGE FINANCIAL INC, 2,335.00; DAVID ROGERS, 1,000.00; DOWNEY TIRE PROS, 2,846.28; FIRST RESPONDER SUPPLY LLC, 739.40; FISH CREEK PROPERTIES LLC, 1,457.70; GALLS LLC, 208.00; GOVERNMENT FORMS & SUPPLIES, 760.08; GREAT AMERICA FINANCIAL SVCS, 1,482.68; GREGORY JENKINS, 1,000.00; HARTFORD MVC, 381.61; HENRY M. ADKINS & SON INC, 2,536.81; HIA CRAGG COMPANY, 4,508.40; HSA BANK, 6,334.61; IES FUNERAL HOME, 750.00; IMEG CONSULTANTS CORP, 5,673.65; INDIANOLA MUNICIPAL UTILITIES, 762.34; INDIANOLA PARK, 1,250.00; INDOFF INC, 442.66; IOWA STATE ASSOCIATION, 580.00; IOWA STATE UNIVERSITY, 260.00; ISAA, 850.00; JAMES OIL COMPANY LLC, 48,644.81; JANET BUNCE, 75.25; JOHN DEERE FINANCIAL, 2,046.11; KARL BUSINESS SERVICES, 70.50; KEVIN CARTER, 1,000.00; KIM SHEETS, 138.40; KIMBALL MIDWEST, 294.25; LAUREN ALEXANDER, 1,000.00; LINCOLN RIDGE ESTATES LLC, 600.00; MICHAEL HAGEN, 498.00; MID IOWA PLANNING ALLIANC MPA, 2,352.00; MIDAMERICAN ENERGY, 3,212.94; MIDWEST MARINE SYSTEMS, 366.00; MIKAYLA BROBST, 69.00; MINT BUSINESS SOLUTIONS GROUP, 397.71; MORRIS MANAGEMENT, 750.00; MSA PROFESSIONAL SERVICE INC, 11,437.26; N/WARREN TOWN & CO NEWS, 364.61; NEST PROP MGMT GROUP LLC, 600.00; NEXT LEVEL APTS LC, 2,059.50; NEXT HOLDINGS LLC, 600.00; NICHOLAS BRODHEIM, 1,000.00; OCCUPATIONAL HEALTH CENTERS, 204.00; PALMER GROUP, 3,438.22; PER MAR SECURITY SERVICES, 498.50; PINNACLE FLAGS, 600.00 [154, 164, 293, 630]
continued-note: Continued to page A7 [707, 1517, 784, 1526]
section-banner: OFFICIAL PUBLICATION [301, 26, 440, 38]
notice-text: IN THE MATTER OF THE ESTATE OF DONNA J. RUBENDALL, Deceased. NOTICE OF PROBATE OF WILL, OF APPOINTMENT OF CO-EXECUTORS, AND NOTICE TO CREDITORS. CASE NO. ESPR032379. To All Persons Interested in the Estate of Donna J. Rubendall, Deceased, who died on or about July 3, 2025: You are hereby notified that on August 15th, 2025, the Last Will and Testament of Donna J. Rubendall, deceased, bearing date of October 14, 2020, was admitted to probate in the above-named court and that Cindy Gunderson and Doug Rubendall have been appointed Executors of the estate. Any action to set aside the will must be brought in the district court of said county within the later to occur of four months from the date of the second publication of this notice or one month from the date of mailing of this notice to all heirs of the decedent and devisees under the will whose identities are reasonably ascertainable, or thereafter be forever barred. Notice is further given that all persons indebted to the estate are requested to make immediate payment to the undersigned, and creditors having claims against the estate shall file them with the clerk of the above-named district court, as provided by law, duly authenticated, for allowance, and unless so filed by the later to occur of four months from the second publication of this notice or one month from the date of mailing of this notice (unless otherwise allowed or paid) a claim is thereafter forever barred. Dated August 5th, 2025. /s/ Cindy Gunderson, Co-Executor of Estate. /s/ Doug Rubendall, Co-Executor of Estate. 503 E Wall St., Morrison, IL 61270. Date of second publication September 23rd, 2025. Mason T. McCoy, ICIS# AT0014145, Attorney for Executors, Reynoldson, Van Werden & McCoy, L.L.P. 200 W Jefferson St, PO Box 199, Osceola, IA 50213 [8, 50, 146, 191]
section-banner: OFFICIAL PUBLICATION [154, 26, 293, 38]
section-banner: OFFICIAL PUBLICATION [448, 26, 586, 38]
notice-text: Discussion and direction regarding the tax abatement program. The Indianola City Council met for a study session at 6:00 PM on September 8, 2025, in the City Hall Council Chambers. The following members were present: Josh Kobe, Ron Dalby, Steve Armstrong, Melissa Scanes, Bob Lane (via Teams) and Mayor Steve Richardson. Absent: Christina Bleuth. Jackie Rafferty, Clerk and Finance Director, presented information on the City's tax abatement program. The Council directed staff to model residential abatement options based off of peer communities and consider the impacts to state/city revenue. The Council directed staff to keep commercial/industrial tax abatement as-is. The Council will discuss residential tax abatement at the November study session. The study session adjourned at 7:23 PM. \s\Jackie Rafferty [154, 90, 293, 155]
notice-title: Indianola School District Combined Earnings Report 2024-25 [603, 367, 725, 373]
notice-text: by default may be rendered against you for the relief demanded in the Petition. If you need assistance to participate in court due to a disability, call the disability coordinator at 515-286-3394. Persons who are hearing or speech impaired may call Relay Iowa TTY (18007352942). Disability coordinators cannot provide legal advice. IMPORTANT: YOU ARE ADVISED TO SEEK LEGAL ADVICE AT ONCE TO PROTECT YOUR INTERESTS. Dates of Third Publication: September 23rd, 2025 [154, 43, 293, 81]
column-body [448, 43, 586, 637]
notice-title: Martensdale Rescue Dept. August 2025 Disbursements [463, 497, 571, 503]
notice-title: City of Martensdale August 2025 Disbursements [469, 374, 565, 380]
notice-title: NOTICE [67, 534, 86, 540]
notice-title: IN THE IOWA DISTRICT COURT FOR WARREN COUNTY JUVENILE COURT [15, 337, 139, 348]
section-banner: OFFICIAL PUBLICATION [594, 26, 733, 38]
notice-text: PENNYMAC LOAN SERVICES, LLC, Plaintiff, vs. NICHOLAS PETERSEN; SPOUSE OF NICHOLAS PETERSEN; HEATHER KOPP; SPOUSE OF HEATHER KOPP; HIGH POINTE APARTMENTS AND PARTIES IN POSSESSION, Defendants. EQUITY NO. EQCV044592. ORIGINAL NOTICE FOR PUBLICATION. To the above-named Defendant: High Pointe Apartments. You are notified there was on June 24, 2025 filed in the Office of the Clerk of the above-named Court a Foreclosure Petition, which prays for foreclosure of a mortgage in favor of the Plaintiff on the property described herein and judgment in rem in the amount of $313,194.78 plus interest at the rate of 5.25% per annum from June 1, 2025, such amount equaling $73.82 per day, the costs of the action including title costs of $235.00, and reasonable attorney fees and that said sums be declared a lien upon the following-described premises from June 2, 2023, located in Warren County, Iowa: Lot 17 in TIMBER RIDGE PLAT 1, an Official Plat, now included in and forming a part of the City of Norwalk, Warren County, Iowa that the mortgage on the above-described real estate be foreclosed, that a special execution issue for the sale of as much of the mortgaged premises as is necessary to satisfy the judgment and for other relief as the Court may deem just and equitable. The attorney for the Plaintiff is Matthew E. Laughlin, whose address is The Davis Brown Tower, 215 10th Street, Suite 1300, Des Moines, Iowa 50309-3993, Phone: (515) 288-2500, Facsimile: (515) 243-0654. [8, 413, 146, 533]
notice-text: ACKERSON, DIONNE, 73,457.50; ADAMS, AUSTIN, 66,656.22; ADAMS, JAMIE, 46,970.84; AHN, JULIE, 74,783.41; AKIN, ELIJAH, 43,921.02; ALBERS, SARAH, 5,122.08; ALDRIDGE, CASEY, 87,369.58; ALEXANDER, AMANDA, 7,404.61; ALEXANDER, DEBRA, 6,566.50; ALLEN, ASHLEY, 51,229.40; ALLEN-COSIMO, AMBER, 11,439.20; ALLISON, MAX, 73,103.34; ALVAREZ-LOPEZ, NANCY, 6,885.00; ANDERSEN, HEIDI, 63,537.52; ANDERSON, VICKI, 69,179.20; ANDERSON, BRIANNA, 84,610.00; ANDERSON, KRISTEN, 21,175.91; ANDERSON, LAURA, 30,882.38; ANGELL, ISAAC, 70,699.50; ANHALT, LINDSEY, 65,546.60; APPENZELLER, ALAN, 5,975.07; ARCH, WENDY, 64,061.50; ARCHER, ASHTON, 60,640.20; ARCHER, FRIEDA, 77,705.40; ARCHIBOLD, CATHERINE, 43,083.97; ARENS, DEBORAH, 65,805.80; ARGETSINGER, SARAH, 17,496.76; ARMSTRONG, TIMOTHY, 47,599.76; ARNOLD, TIFFANY, 3,727.23; ASAKI, TOVE, 72,261.07; AVILES, ANA, 13,402.19; AYITT, GRACE, 3,400.53; AYALA, JOSEPH, 540.56; BABCOCK, BRADY, 19,400.61; BABCOCK, TIMOTHY, 13,656.70; BAKER, CAREY, 1,931.10; BAKER, BRIAN, 76,991.70; BAKER, DANI, 16,589.39; BAKER, GARY, 7,200.34; BAKER, MATTHEW, 55,310.33; BAKER, MICHELLE, 70,664.64; BAKER, SARAH, 238.97.00; BAKER, TIMOTHY, 4,625.00; BAKER, BRANDY, 4,750.00; BANDY, SCOTT, 18,750.00; BARNES, ERIN, 83,177.62; BAUER, ELIZABETH, 58,592.59; BEARY, TYLER, 87,231.97; BECKER, STELA, 1,180.56; BECKER, STEPHANIE, 29,500.59; BECKER, ZACHARY, 10,325.04; BEJEIL, KAREN, 22,078.47; BELL, RACHEL, 83,400.90; BELOGUREOV, LUDMILA, 7,928.77; BENDIEN, KATHERINE, 47,054.00; BENGE, BRENT, 87,419.10; BENGE, SHELBY, 53,726.20; BERNHART, HANNAH, 83.00; BERNSON, RANDALL, 74,129.38; BERG, KYLE, 76,696.79; BERGGREN, MARGARET, 13,276.53; BERTAGNOLI, KRISTINE, USA, 5,683.11; BICHANIA, COURTNEY, 57,721.70; BICHARD, JONATHAN, 66,066.52; BIENEMANN, CAITLIN, 69,470.00; BIENEMANN, JENNIFER, 26,325.00; BIERMAN, LYNDAN, 66,131.60; BIVLY, DEVIN, 94,869.88; BIRD, ALANNAH, 283.81; BIRKELAND, ERIN, 75,353.30; BISHOP, AMY, 60,297.27; BISHOP, MARA, 3,410.31; BISHOP, MELODIE, 66,339.09; BJERKE, KELCEY, 80,973.46; BLACK, DELANEY, 68,998.90; BLACKFORD, SARAH, 62,452.10; BLADES, THAI, 4,231.16; BLAINE, TRACY, 6,339.91; BLAIR, NATALYN, 2,188.30; BLANK, ANGELA, 2,955.00; BLOOM, KYLE, 64,670.39; BLOOM, PEGGY, 2,798.26; BOCKHOFF, GARY, 78,270.00; BOECHER, CASSIDY, 29,021.66; BOERGMEYER, ALICE, 0.00; BOERGMEYER, ANGELA, 68,317.77; BOLACK, ZOEY, 73,720.06; BOLLAND, JAMES, 3,565.00; BORLAUG, KATRINA, 4,463.83; BRADFORD, SHAWNDRA, 18,295.67; BRADSHAW, JODI, 14,784.25; BRAND, NATHANIEL, 74,170.00; BRANDT, MARGARETHA, 61,796.60; BREITBARTH, JOSHUA, 73,709.10; BREWER, LAURA, 81,212.10 [594, 375, 733, 624]
notice-title: IN THE IOWA DISTRICT COURT FOR WARREN COUNTY [15, 406, 139, 412]
notice-title: City of Martensdale Aug. 2025 Revenues [477, 523, 557, 529]
issue-date: TUESDAY, SEPTEMBER 16, 2025 [26, 7, 165, 17]
